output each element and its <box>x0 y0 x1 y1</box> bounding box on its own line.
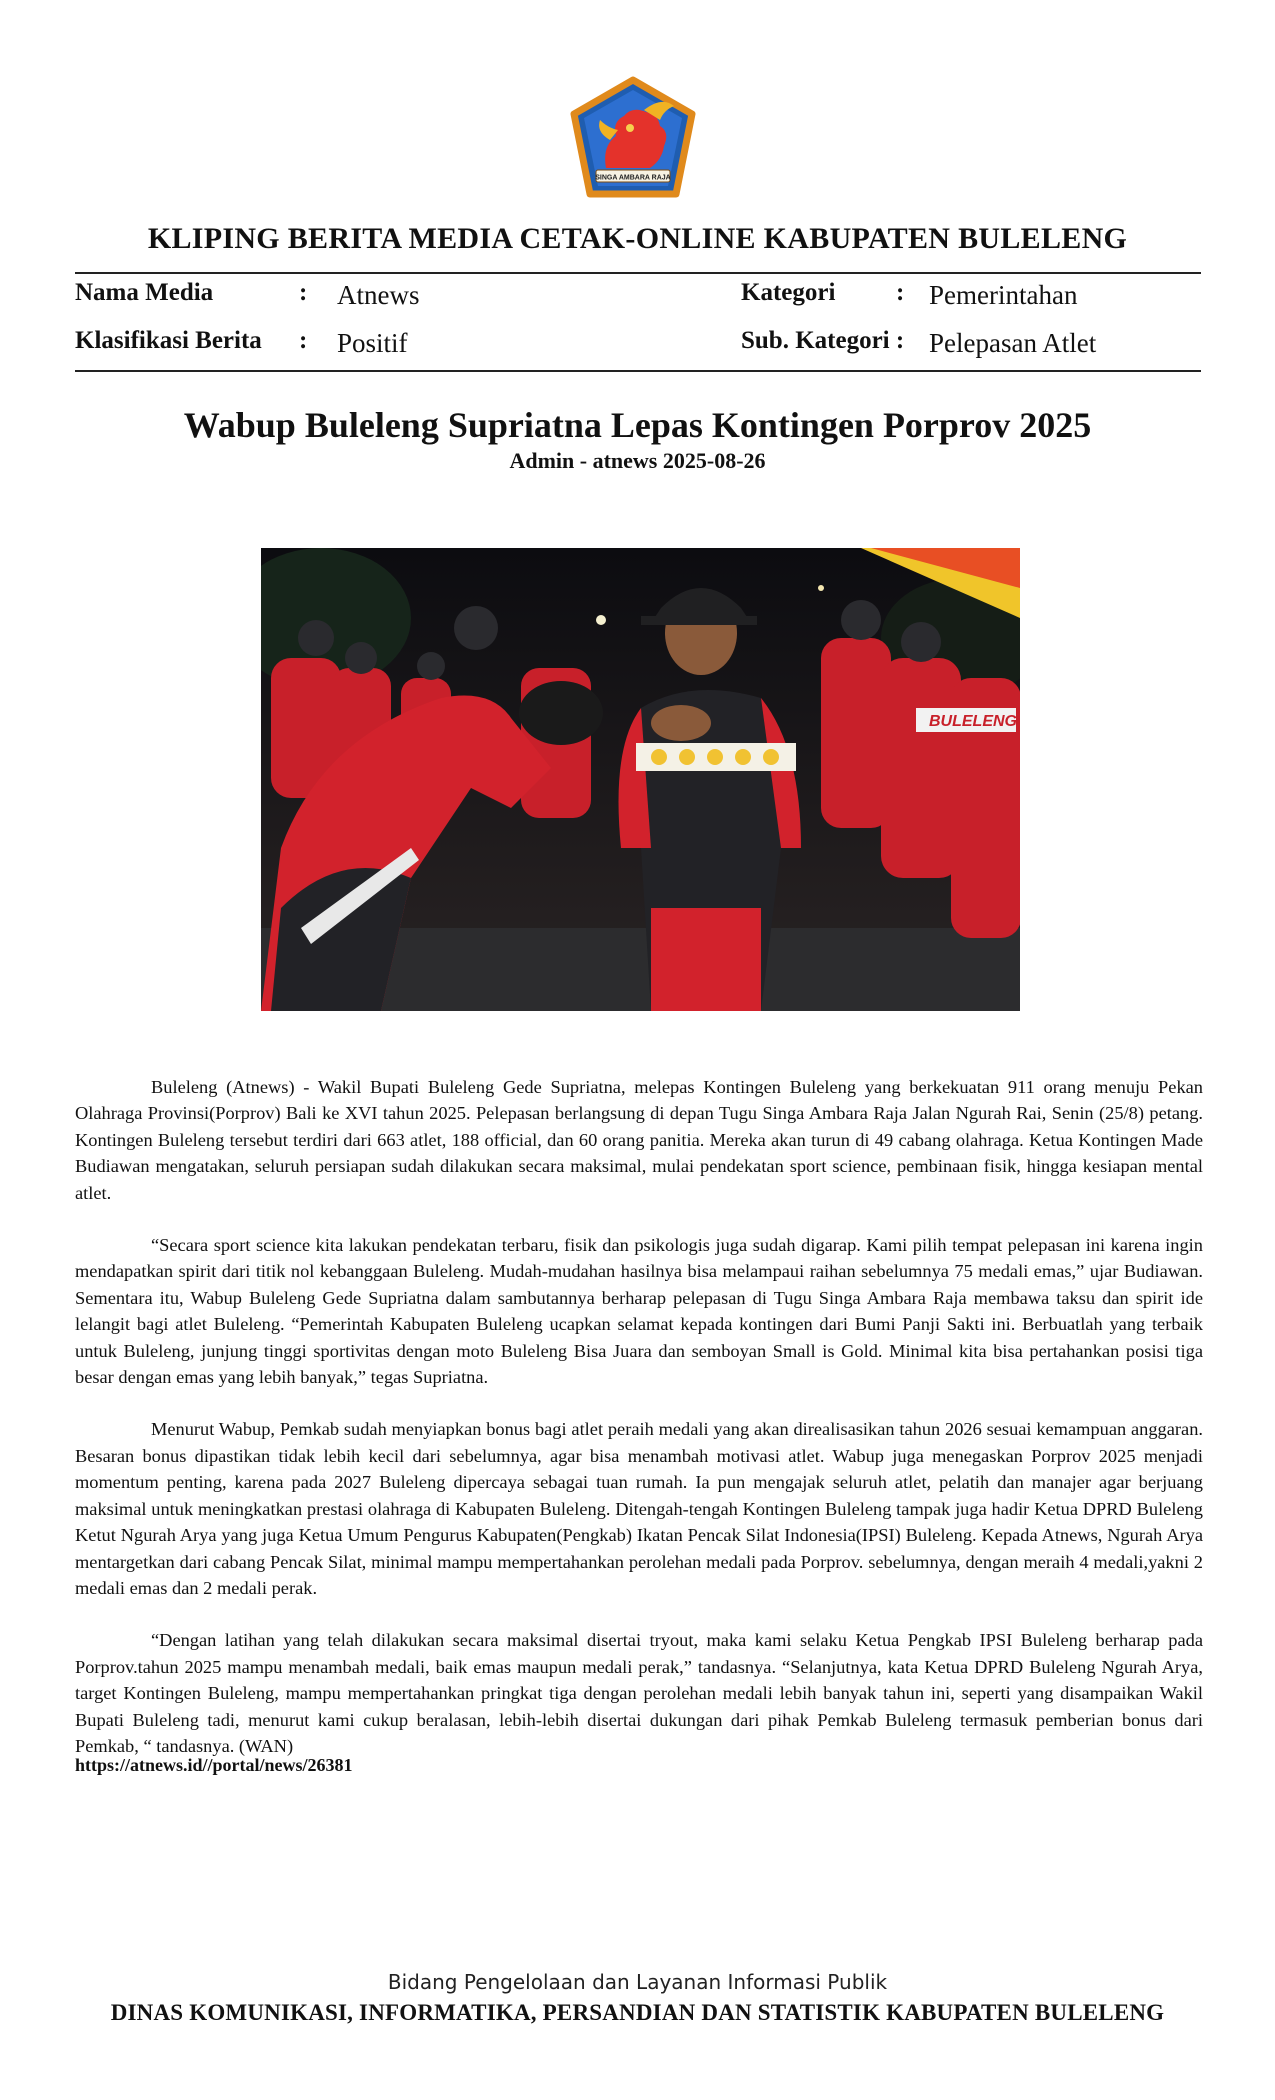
source-url-link[interactable]: https://atnews.id//portal/news/26381 <box>75 1755 353 1775</box>
article-body <box>75 1074 1203 1785</box>
media-label: Nama Media <box>75 279 214 306</box>
klasifikasi-separator: : <box>299 327 308 354</box>
article-paragraph-1: Buleleng (Atnews) - Wakil Bupati Buleleng Gede Supriatna, melepas Kontingen Buleleng yang berkekuatan 911 orang menuju Pekan Olahraga Provinsi(Porprov) Bali ke XVI tahun 2025. Pelepasan berlangsung di depan Tugu Singa Ambara Raja Jalan Ngurah Rai, Senin (25/8) petang. Kontingen Buleleng tersebut terdiri dari 663 atlet, 188 official, dan 60 orang panitia. Mereka akan turun di 49 cabang olahraga. Ketua Kontingen Made Budiawan mengatakan, seluruh persiapan sudah dilakukan secara maksimal, mulai pendekatan sport science, pembinaan fisik, hingga kesiapan mental atlet. <box>75 1077 1203 1203</box>
media-value: Atnews <box>337 280 420 310</box>
article-paragraph-4: “Dengan latihan yang telah dilakukan secara maksimal disertai tryout, maka kami selaku Ketua Pengkab IPSI Buleleng berharap pada Porprov.tahun 2025 mampu menambah medali, baik emas maupun medali perak,” tandasnya. “Selanjutnya, kata Ketua DPRD Buleleng Ngurah Arya, target Kontingen Buleleng, mampu mempertahankan pringkat tiga dengan perolehan medali lebih banyak tahun ini, seperti yang disampaikan Wakil Bupati Buleleng tadi, menurut kami cukup beralasan, lebih-lebih disertai dukungan dari pihak Pemkab Buleleng termasuk pemberian bonus dari Pemkab, “ tandasnya. (WAN) <box>75 1630 1203 1756</box>
singa-ambara-raja-logo-icon <box>566 76 700 200</box>
article-paragraph-3: Menurut Wabup, Pemkab sudah menyiapkan bonus bagi atlet peraih medali yang akan direalisasikan tahun 2026 sesuai kemampuan anggaran. Besaran bonus dipastikan tidak lebih kecil dari sebelumnya, agar bisa menambah motivasi atlet. Wabup juga menegaskan Porprov 2025 menjadi momentum penting, karena pada 2027 Buleleng dipercaya sebagai tuan rumah. Ia pun mengajak seluruh atlet, pelatih dan manajer agar berjuang maksimal untuk meningkatkan prestasi olahraga di Kabupaten Buleleng. Ditengah-tengah Kontingen Buleleng tampak juga hadir Ketua DPRD Buleleng Ketut Ngurah Arya yang juga Ketua Umum Pengurus Kabupaten(Pengkab) Ikatan Pencak Silat Indonesia(IPSI) Buleleng. Kepada Atnews, Ngurah Arya mentargetkan dari cabang Pencak Silat, minimal mampu mempertahankan perolehan medali pada Porprov. sebelumnya, dengan meraih 4 medali,yakni 2 medali emas dan 2 medali perak. <box>75 1419 1203 1598</box>
footer-agency: DINAS KOMUNIKASI, INFORMATIKA, PERSANDIAN DAN STATISTIK KABUPATEN BULELENG <box>110 2000 1165 2025</box>
kategori-value: Pemerintahan <box>929 280 1078 310</box>
kategori-separator: : <box>896 279 905 306</box>
article-paragraph-2: “Secara sport science kita lakukan pendekatan terbaru, fisik dan psikologis juga sudah digarap. Kami pilih tempat pelepasan ini karena ingin mendapatkan spirit dari titik nol kebanggaan Buleleng. Mudah-mudahan hasilnya bisa melampaui raihan sebelumnya 75 medali emas,” ujar Budiawan. Sementara itu, Wabup Buleleng Gede Supriatna dalam sambutannya berharap pelepasan di Tugu Singa Ambara Raja membawa taksu dan spirit ide lelangit bagi atlet Buleleng. “Pemerintah Kabupaten Buleleng ucapkan selamat kepada kontingen dari Bumi Panji Sakti ini. Berbuatlah yang terbaik untuk Buleleng, junjung tinggi sportivitas dengan moto Buleleng Bisa Juara dan semboyan Small is Gold. Minimal kita bisa pertahankan posisi tiga besar dengan emas yang lebih banyak,” tegas Supriatna. <box>75 1235 1203 1388</box>
document-heading: KLIPING BERITA MEDIA CETAK-ONLINE KABUPATEN BULELENG <box>147 222 1128 255</box>
klasifikasi-value: Positif <box>337 328 408 358</box>
subkategori-label: Sub. Kategori : <box>741 327 905 354</box>
kategori-label: Kategori <box>741 279 836 306</box>
article-title: Wabup Buleleng Supriatna Lepas Kontingen Porprov 2025 <box>183 405 1092 445</box>
footer-department: Bidang Pengelolaan dan Layanan Informasi Publik <box>387 1970 888 1994</box>
media-separator: : <box>299 279 308 306</box>
news-photo <box>261 548 1020 1011</box>
klasifikasi-label: Klasifikasi Berita <box>75 327 262 354</box>
divider-bottom <box>75 370 1201 372</box>
divider-top <box>75 272 1201 274</box>
photo-jacket-text: BULELENG <box>929 713 1017 730</box>
subkategori-value: Pelepasan Atlet <box>929 328 1097 358</box>
article-byline: Admin - atnews 2025-08-26 <box>509 448 766 473</box>
logo-text: SINGA AMBARA RAJA <box>595 174 671 182</box>
